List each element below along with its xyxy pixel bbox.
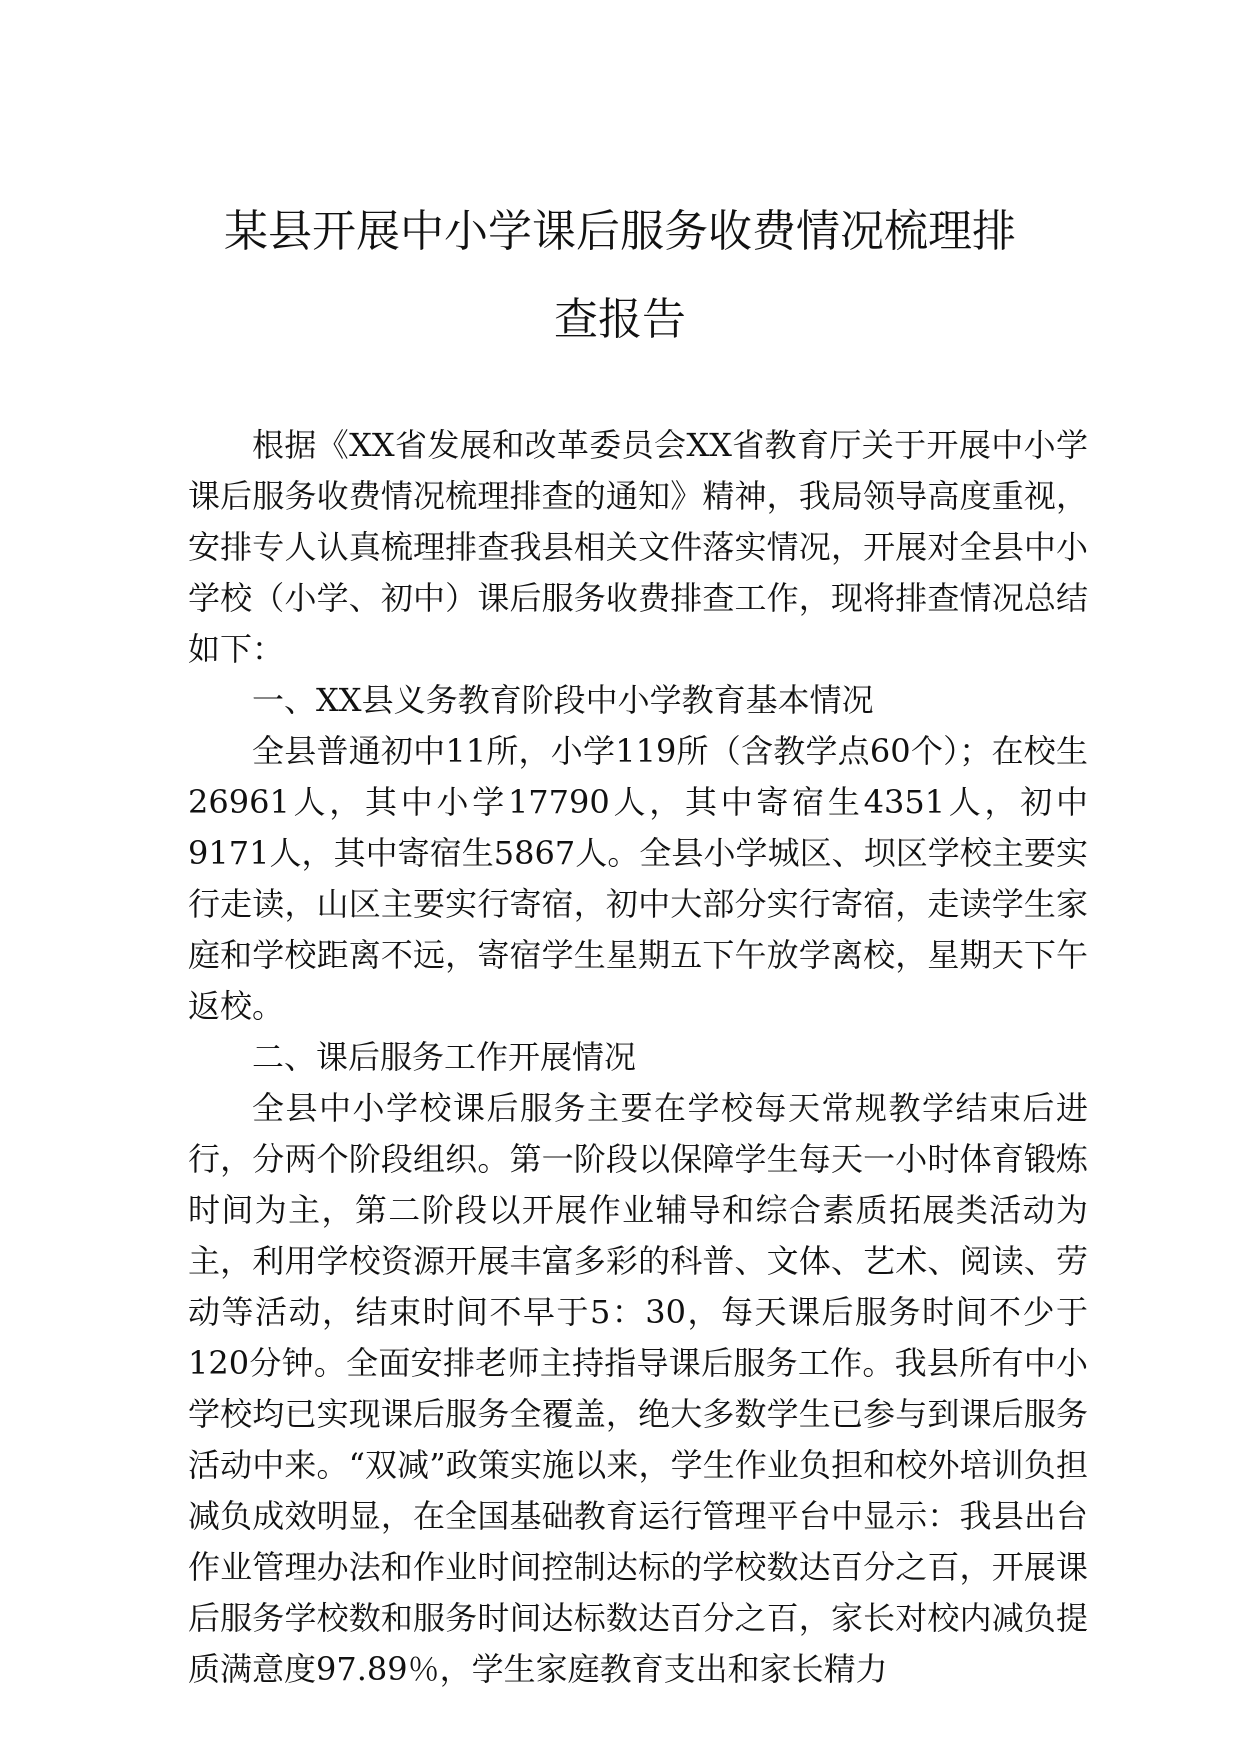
section-heading-2: 二、课后服务工作开展情况 [252, 1038, 637, 1076]
document-title [170, 188, 1070, 364]
intro-paragraph: 根据《XX省发展和改革委员会XX省教育厅关于开展中小学课后服务收费情况梳理排查的通知》精神，我局领导高度重视，安排专人认真梳理排查我县相关文件落实情况，开展对全县中小学校（小学、初中）课后服务收费排查工作，现将排查情况总结如下： [188, 426, 1088, 668]
title-line-2: 查报告 [554, 294, 686, 345]
document-body [188, 420, 1088, 1695]
title-line-1: 某县开展中小学课后服务收费情况梳理排 [224, 206, 1016, 257]
section-1-paragraph: 全县普通初中11所，小学119所（含教学点60个）；在校生26961人，其中小学17790人，其中寄宿生4351人，初中9171人，其中寄宿生5867人。全县小学城区、坝区学校主要实行走读，山区主要实行寄宿，初中大部分实行寄宿，走读学生家庭和学校距离不远，寄宿学生星期五下午放学离校，星期天下午返校。 [188, 732, 1088, 1025]
section-heading-1: 一、XX县义务教育阶段中小学教育基本情况 [252, 681, 874, 719]
section-2-paragraph: 全县中小学校课后服务主要在学校每天常规教学结束后进行，分两个阶段组织。第一阶段以保障学生每天一小时体育锻炼时间为主，第二阶段以开展作业辅导和综合素质拓展类活动为主，利用学校资源开展丰富多彩的科普、文体、艺术、阅读、劳动等活动，结束时间不早于5：30，每天课后服务时间不少于120分钟。全面安排老师主持指导课后服务工作。我县所有中小学校均已实现课后服务全覆盖，绝大多数学生已参与到课后服务活动中来。“双减”政策实施以来，学生作业负担和校外培训负担减负成效明显，在全国基础教育运行管理平台中显示：我县出台作业管理办法和作业时间控制达标的学校数达百分之百，开展课后服务学校数和服务时间达标数达百分之百，家长对校内减负提质满意度97.89％，学生家庭教育支出和家长精力 [188, 1089, 1088, 1688]
